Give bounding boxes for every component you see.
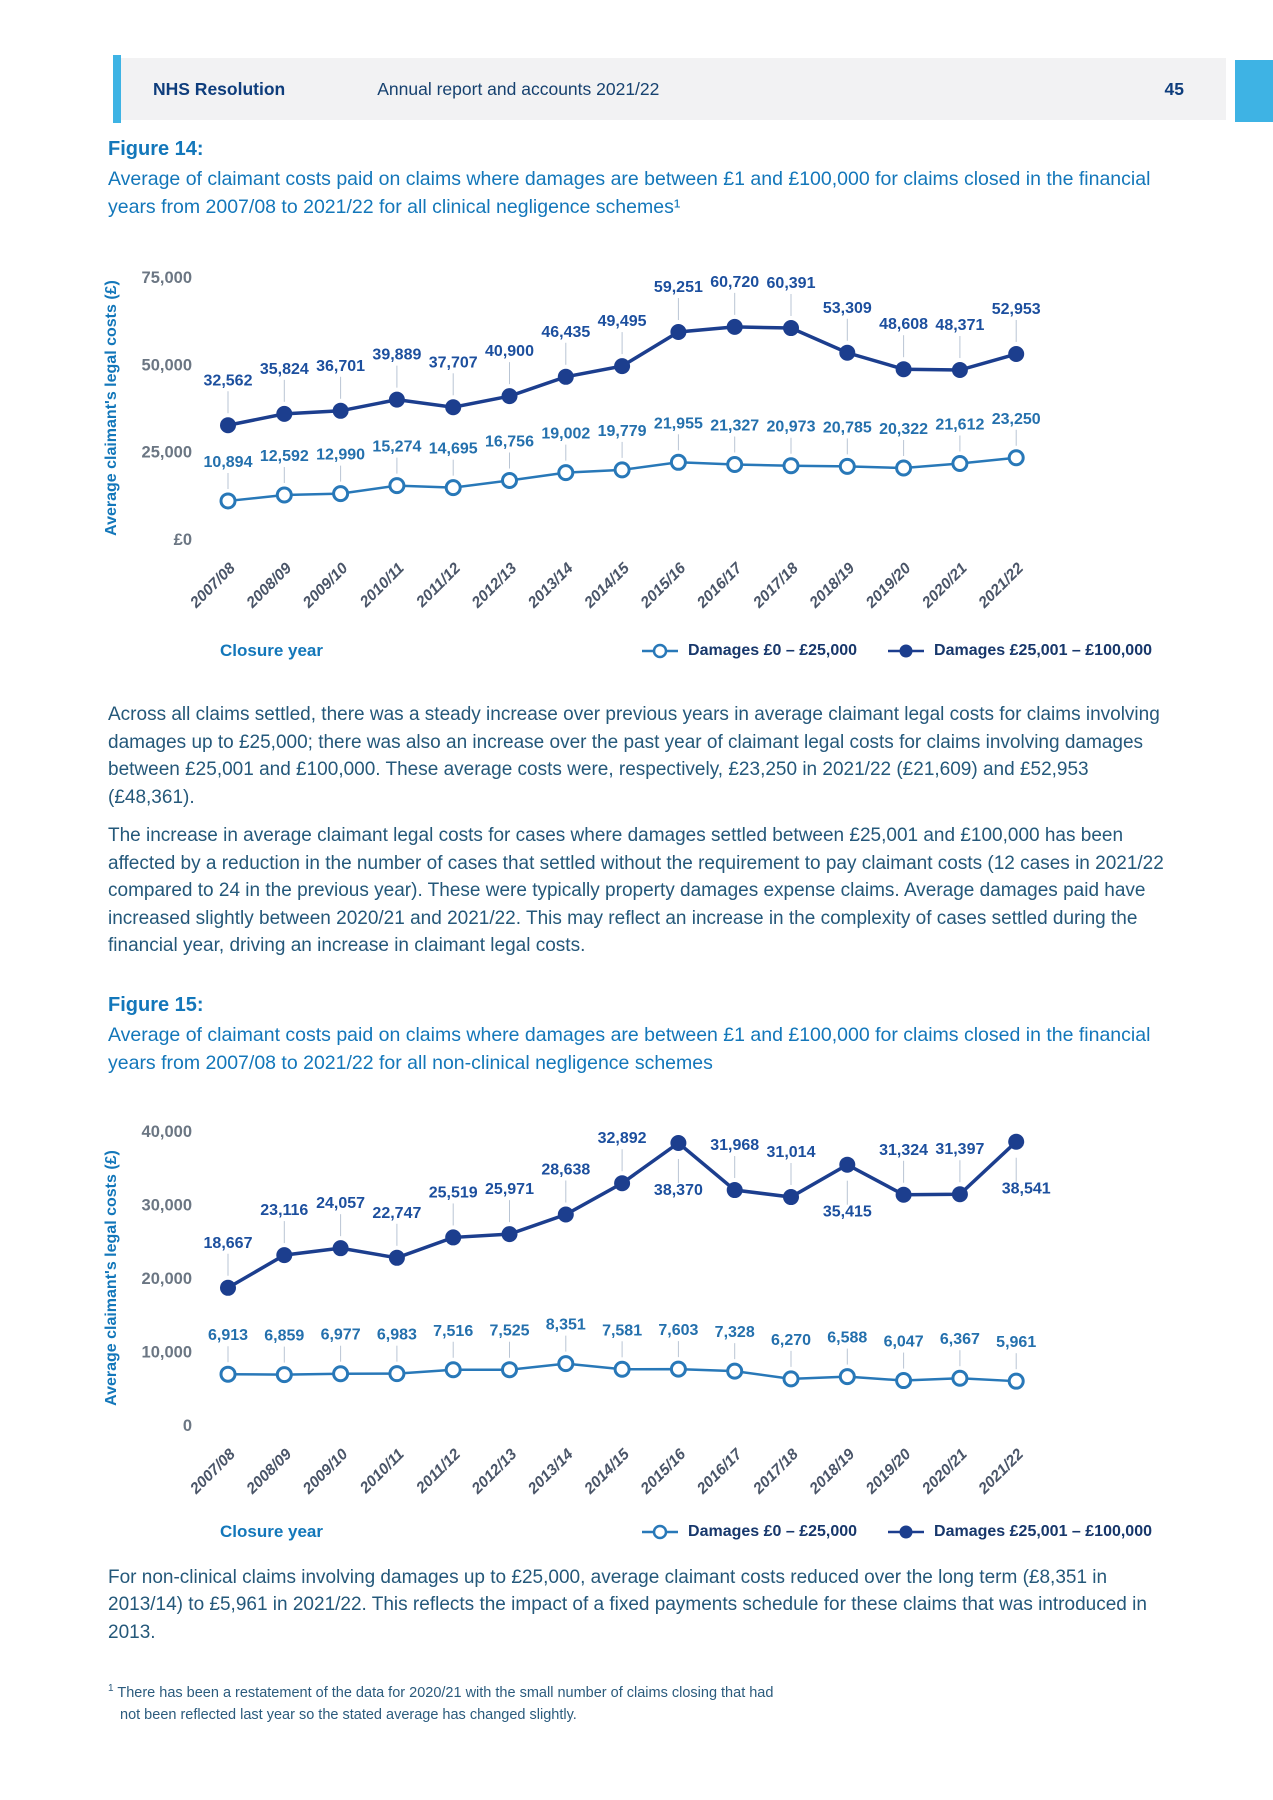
svg-text:6,270: 6,270 [770, 1331, 812, 1349]
svg-text:38,541: 38,541 [1001, 1180, 1051, 1198]
figure15-legend [220, 1522, 1152, 1542]
legend-item-damages-high [887, 1523, 1152, 1541]
header-accent-bar [113, 55, 121, 123]
svg-text:10,894: 10,894 [203, 453, 253, 471]
figure14-xaxis-title: Closure year [220, 641, 323, 660]
legend-item-damages-high [887, 642, 1152, 660]
svg-text:32,562: 32,562 [203, 372, 253, 390]
legend-label-damages-high: Damages £25,001 – £100,000 [934, 1522, 1152, 1540]
svg-text:2017/18: 2017/18 [750, 559, 802, 612]
svg-text:38,370: 38,370 [653, 1181, 703, 1199]
svg-text:2007/08: 2007/08 [187, 1445, 239, 1497]
svg-text:2011/12: 2011/12 [413, 1445, 465, 1497]
svg-text:23,250: 23,250 [991, 410, 1041, 428]
legend-item-damages-low [641, 1523, 857, 1541]
report-title: Annual report and accounts 2021/22 [377, 78, 660, 99]
footnote [108, 1678, 775, 1726]
footnote-text: There has been a restatement of the data for 2020/21 with the small number of claims closing that had not been reflected last year so the stated average has changed slightly. [117, 1684, 774, 1723]
svg-text:2009/10: 2009/10 [299, 1445, 352, 1497]
legend-label-damages-low: Damages £0 – £25,000 [688, 1522, 858, 1540]
svg-text:40,000: 40,000 [141, 1122, 192, 1141]
svg-text:£0: £0 [173, 531, 192, 549]
svg-text:12,592: 12,592 [259, 448, 309, 466]
svg-text:2008/09: 2008/09 [243, 1445, 296, 1497]
svg-text:25,519: 25,519 [428, 1183, 478, 1201]
svg-text:2016/17: 2016/17 [693, 1445, 746, 1497]
figure14-title: Average of claimant costs paid on claims where damages are between £1 and £100,000 for claims closed in the financial years from 2007/08 to 2021/22 for all clinical negligence schemes¹ [108, 168, 1151, 218]
paragraph-3: For non-clinical claims involving damages up to £25,000, average claimant costs reduced over the long term (£8,351 in 2013/14) to £5,961 in 2021/22. This reflects the impact of a fixed payments schedule for these claims that was introduced in 2013. [108, 1566, 1147, 1643]
svg-text:21,612: 21,612 [935, 416, 985, 434]
figure14-chart [100, 239, 1165, 639]
svg-text:48,371: 48,371 [935, 317, 985, 335]
figure15-xaxis-title: Closure year [220, 1521, 323, 1541]
figure14-legend-items [641, 642, 1152, 660]
svg-text:19,002: 19,002 [541, 425, 591, 443]
svg-text:2019/20: 2019/20 [862, 559, 915, 612]
svg-text:2011/12: 2011/12 [413, 559, 465, 611]
corner-tab [1235, 60, 1273, 122]
svg-text:5,961: 5,961 [996, 1333, 1037, 1351]
svg-text:Average claimant's legal costs: Average claimant's legal costs (£) [103, 1149, 120, 1406]
footnote-marker: 1 [108, 1683, 114, 1694]
svg-text:24,057: 24,057 [316, 1194, 366, 1212]
svg-text:31,324: 31,324 [879, 1141, 929, 1159]
svg-text:6,859: 6,859 [264, 1327, 305, 1345]
page-content [103, 138, 1170, 1740]
svg-text:2019/20: 2019/20 [862, 1445, 915, 1497]
svg-text:2021/22: 2021/22 [975, 559, 1028, 612]
svg-text:2014/15: 2014/15 [581, 1445, 633, 1497]
svg-text:0: 0 [182, 1416, 192, 1435]
svg-text:6,047: 6,047 [883, 1333, 924, 1351]
svg-text:7,581: 7,581 [602, 1321, 643, 1339]
svg-text:25,000: 25,000 [141, 443, 192, 462]
svg-text:10,000: 10,000 [141, 1343, 192, 1361]
svg-text:20,785: 20,785 [822, 419, 872, 437]
svg-text:28,638: 28,638 [541, 1161, 591, 1179]
open-circle-marker-icon [641, 1524, 679, 1540]
svg-text:31,014: 31,014 [766, 1143, 816, 1161]
svg-text:32,892: 32,892 [597, 1129, 647, 1147]
svg-text:46,435: 46,435 [541, 323, 591, 341]
open-circle-marker-icon [641, 643, 679, 659]
svg-text:59,251: 59,251 [653, 279, 703, 297]
svg-text:7,328: 7,328 [714, 1323, 755, 1341]
svg-text:52,953: 52,953 [991, 301, 1041, 319]
svg-text:7,525: 7,525 [489, 1322, 530, 1340]
svg-text:2016/17: 2016/17 [693, 559, 746, 612]
filled-circle-marker-icon [887, 643, 925, 659]
svg-text:2009/10: 2009/10 [299, 559, 352, 612]
svg-text:31,968: 31,968 [710, 1136, 760, 1154]
svg-text:31,397: 31,397 [935, 1140, 985, 1158]
svg-text:12,990: 12,990 [316, 446, 366, 464]
svg-text:2015/16: 2015/16 [637, 1445, 690, 1497]
svg-text:35,824: 35,824 [259, 360, 309, 378]
svg-text:6,588: 6,588 [827, 1329, 868, 1347]
figure15-legend-items [641, 1523, 1152, 1541]
paragraph-2: The increase in average claimant legal costs for cases where damages settled between £25,001 and £100,000 has been affected by a reduction in the number of cases that settled without the requirement to pay claimant costs (12 cases in 2021/22 compared to 24 in the previous year). These were typically property damages expense claims. Average damages paid have increased slightly between 2020/21 and 2021/22. This may reflect an increase in the complexity of cases settled during the financial year, driving an increase in claimant legal costs. [108, 825, 1164, 956]
svg-text:2018/19: 2018/19 [806, 559, 859, 612]
svg-text:25,971: 25,971 [485, 1180, 534, 1198]
svg-text:2014/15: 2014/15 [581, 559, 633, 612]
svg-text:23,116: 23,116 [260, 1201, 309, 1219]
svg-text:2008/09: 2008/09 [243, 559, 296, 612]
legend-label-damages-low: Damages £0 – £25,000 [688, 642, 858, 659]
svg-text:60,391: 60,391 [766, 275, 816, 293]
svg-text:2007/08: 2007/08 [187, 559, 239, 612]
svg-text:2018/19: 2018/19 [806, 1445, 859, 1497]
figure15-label: Figure 15: [108, 993, 204, 1016]
svg-text:20,322: 20,322 [879, 421, 929, 439]
svg-text:7,603: 7,603 [658, 1321, 699, 1339]
figure14-legend [220, 641, 1152, 661]
figure15-block [103, 993, 1170, 1542]
brand-name: NHS Resolution [153, 78, 286, 99]
svg-text:2020/21: 2020/21 [919, 1445, 971, 1497]
svg-text:2010/11: 2010/11 [356, 559, 408, 611]
svg-text:20,000: 20,000 [141, 1269, 192, 1288]
svg-text:18,667: 18,667 [203, 1234, 253, 1252]
svg-text:19,779: 19,779 [597, 422, 647, 440]
svg-text:Average claimant's legal costs: Average claimant's legal costs (£) [103, 280, 120, 536]
svg-text:2013/14: 2013/14 [524, 559, 577, 612]
svg-text:8,351: 8,351 [545, 1316, 586, 1334]
paragraph-1: Across all claims settled, there was a steady increase over previous years in average claimant legal costs for claims involving damages up to £25,000; there was also an increase over the past year of claimant legal costs for claims involving damages between £25,001 and £100,000. These average costs were, respectively, £23,250 in 2021/22 (£21,609) and £52,953 (£48,361). [108, 704, 1160, 808]
svg-text:6,983: 6,983 [376, 1326, 417, 1344]
svg-text:40,900: 40,900 [485, 343, 534, 361]
svg-text:21,955: 21,955 [653, 415, 703, 433]
filled-circle-marker-icon [887, 1524, 925, 1540]
svg-text:2010/11: 2010/11 [356, 1445, 408, 1497]
svg-text:37,707: 37,707 [428, 354, 478, 372]
svg-text:22,747: 22,747 [372, 1204, 422, 1222]
legend-label-damages-high: Damages £25,001 – £100,000 [934, 642, 1152, 659]
svg-text:14,695: 14,695 [428, 440, 478, 458]
svg-text:15,274: 15,274 [372, 438, 422, 456]
svg-text:6,977: 6,977 [320, 1326, 361, 1344]
svg-text:48,608: 48,608 [879, 316, 929, 334]
svg-text:21,327: 21,327 [710, 417, 760, 435]
svg-text:30,000: 30,000 [141, 1196, 192, 1214]
svg-text:2017/18: 2017/18 [750, 1445, 802, 1497]
legend-item-damages-low [641, 642, 857, 660]
svg-text:2020/21: 2020/21 [919, 559, 971, 612]
figure15-title: Average of claimant costs paid on claims where damages are between £1 and £100,000 for claims closed in the financial years from 2007/08 to 2021/22 for all non-clinical negligence schemes [108, 1023, 1151, 1074]
page-header [113, 58, 1226, 120]
svg-text:2012/13: 2012/13 [468, 1445, 521, 1497]
svg-text:75,000: 75,000 [141, 269, 192, 287]
svg-text:39,889: 39,889 [372, 346, 422, 364]
svg-text:60,720: 60,720 [710, 273, 760, 291]
svg-text:7,516: 7,516 [433, 1322, 474, 1340]
svg-text:2015/16: 2015/16 [637, 559, 690, 612]
svg-text:49,495: 49,495 [597, 313, 647, 331]
svg-text:53,309: 53,309 [822, 299, 872, 317]
svg-text:50,000: 50,000 [141, 356, 192, 375]
svg-text:16,756: 16,756 [485, 433, 534, 451]
svg-text:20,973: 20,973 [766, 418, 816, 436]
svg-text:35,415: 35,415 [822, 1203, 872, 1221]
figure14-label: Figure 14: [108, 138, 204, 160]
svg-text:2013/14: 2013/14 [524, 1445, 577, 1497]
svg-text:6,913: 6,913 [207, 1326, 249, 1344]
svg-text:6,367: 6,367 [939, 1330, 980, 1348]
page-number: 45 [1164, 78, 1184, 99]
figure15-chart [100, 1095, 1165, 1520]
svg-text:2021/22: 2021/22 [975, 1445, 1028, 1497]
svg-text:2012/13: 2012/13 [468, 559, 521, 612]
svg-text:36,701: 36,701 [316, 357, 366, 375]
